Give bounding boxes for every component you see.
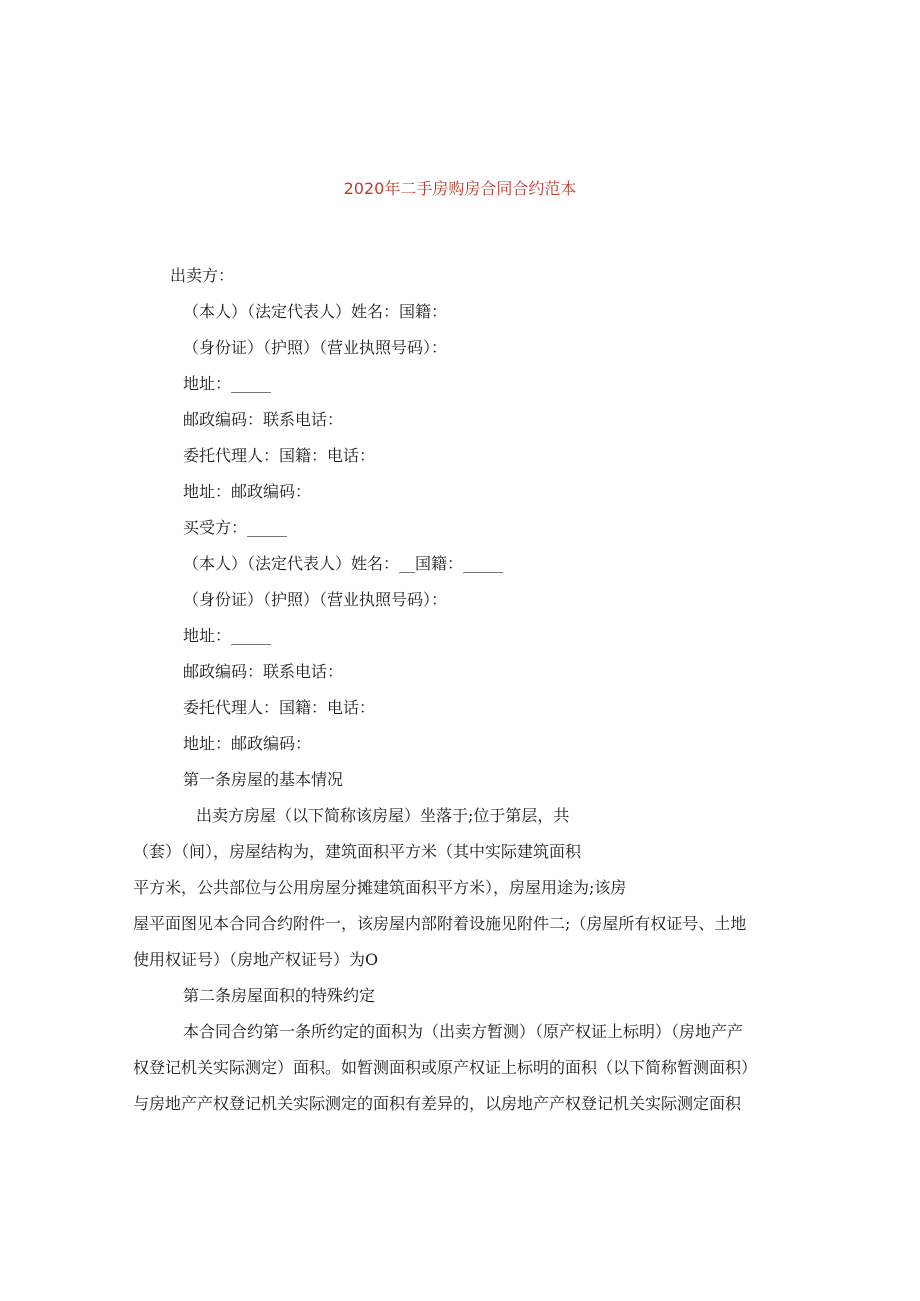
- buyer-id-line: （身份证）（护照）（营业执照号码）：: [183, 590, 448, 609]
- buyer-agent-line: 委托代理人：国籍：电话：: [183, 698, 376, 717]
- article-1-paragraph-line-4: 屋平面图见本合同合约附件一，该房屋内部附着设施见附件二;（房屋所有权证号、土地: [133, 914, 747, 933]
- document-title: 2020年二手房购房合同合约范本: [343, 179, 577, 198]
- article-1-paragraph-line-5: 使用权证号）（房地产权证号）为O: [133, 950, 379, 969]
- seller-postcode-line: 邮政编码：联系电话：: [183, 410, 344, 429]
- article-2-paragraph-line-2: 权登记机关实际测定）面积。如暂测面积或原产权证上标明的面积（以下简称暂测面积）: [133, 1058, 758, 1077]
- seller-agent-line: 委托代理人：国籍：电话：: [183, 446, 376, 465]
- article-2-heading: 第二条房屋面积的特殊约定: [183, 986, 376, 1005]
- article-1-paragraph-line-2: （套）（间），房屋结构为，建筑面积平方米（其中实际建筑面积: [133, 842, 582, 861]
- seller-address-line: 地址：_____: [183, 374, 272, 393]
- buyer-agent-address-line: 地址：邮政编码：: [183, 734, 312, 753]
- seller-id-line: （身份证）（护照）（营业执照号码）：: [183, 338, 448, 357]
- seller-name-line: （本人）（法定代表人）姓名：国籍：: [183, 302, 448, 321]
- seller-agent-address-line: 地址：邮政编码：: [183, 482, 312, 501]
- article-1-heading: 第一条房屋的基本情况: [183, 770, 344, 789]
- buyer-postcode-line: 邮政编码：联系电话：: [183, 662, 344, 681]
- buyer-address-line: 地址：_____: [183, 626, 272, 645]
- buyer-heading: 买受方：_____: [183, 518, 288, 537]
- article-1-paragraph-line-3: 平方米，公共部位与公用房屋分摊建筑面积平方米），房屋用途为;该房: [133, 878, 627, 897]
- article-2-paragraph-line-1: 本合同合约第一条所约定的面积为（出卖方暂测）（原产权证上标明）（房地产产: [183, 1022, 744, 1041]
- article-1-paragraph-line-1: 出卖方房屋（以下简称该房屋）坐落于;位于第层，共: [196, 806, 570, 825]
- buyer-name-line: （本人）（法定代表人）姓名：__国籍：_____: [183, 554, 504, 573]
- article-2-paragraph-line-3: 与房地产产权登记机关实际测定的面积有差异的，以房地产产权登记机关实际测定面积: [133, 1094, 742, 1113]
- seller-heading: 出卖方：: [170, 266, 235, 285]
